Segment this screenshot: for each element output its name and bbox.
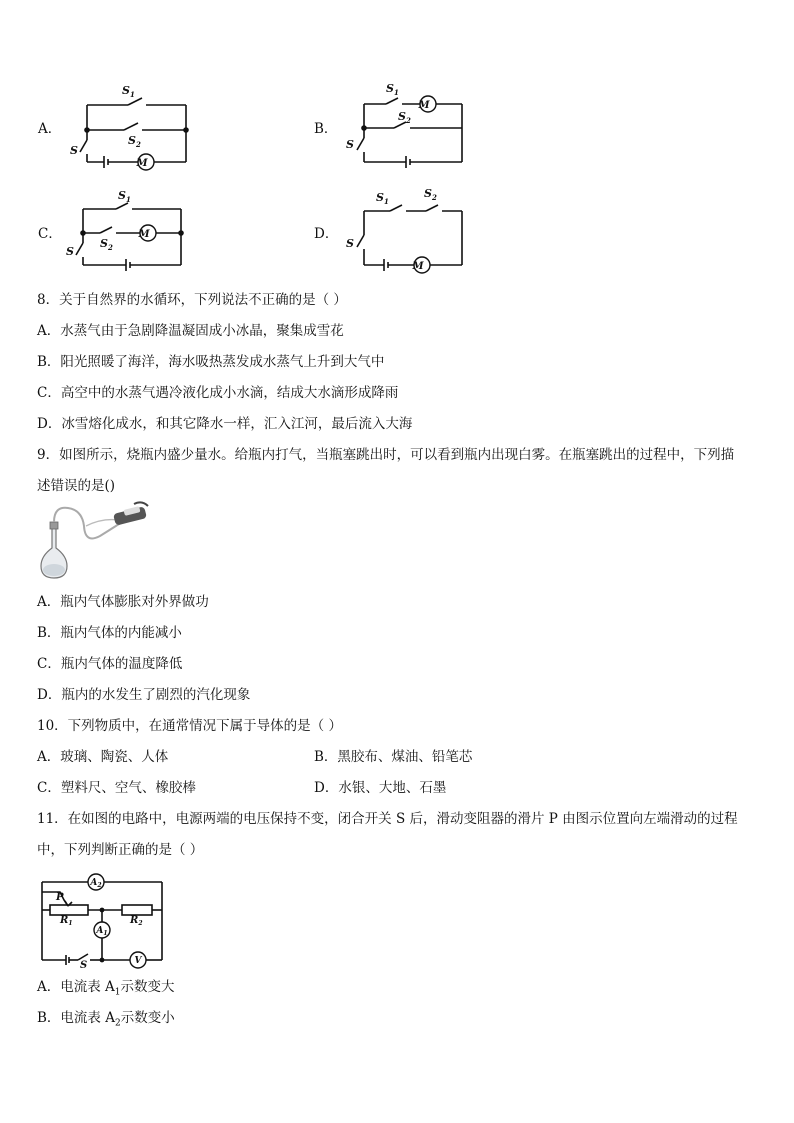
q8-stem: 8．关于自然界的水循环，下列说法不正确的是（ ） bbox=[37, 292, 347, 308]
q9-stem-line1: 9．如图所示，烧瓶内盛少量水。给瓶内打气，当瓶塞跳出时，可以看到瓶内出现白雾。在瓶塞跳出的过程中，下列描 bbox=[37, 447, 735, 463]
q8-option-a[interactable]: A．水蒸气由于急剧降温凝固成小冰晶，聚集成雪花 bbox=[37, 323, 344, 339]
svg-text:S2: $S_2$ bbox=[100, 237, 113, 252]
q11-option-b-suffix: 示数变小 bbox=[120, 1010, 175, 1026]
svg-text:A2: $A_2$ bbox=[90, 878, 102, 889]
svg-text:S1: $S_1$ bbox=[118, 189, 131, 204]
svg-text:S: S bbox=[346, 138, 354, 151]
q11-stem-line1: 11．在如图的电路中，电源两端的电压保持不变，闭合开关 S 后，滑动变阻器的滑片 P 由图示位置向左端滑动的过程 bbox=[37, 811, 738, 827]
q9-stem-line2: 述错误的是() bbox=[37, 478, 116, 494]
q9-option-d[interactable]: D．瓶内的水发生了剧烈的汽化现象 bbox=[37, 687, 251, 703]
circuit-diagram-d bbox=[340, 185, 480, 280]
q11-option-a-prefix: A．电流表 A bbox=[37, 979, 115, 995]
svg-text:S: S bbox=[66, 245, 74, 258]
q7-option-c-label[interactable]: C． bbox=[38, 226, 62, 242]
svg-text:P: P bbox=[56, 892, 64, 903]
q11-option-b-subscript: 2 bbox=[114, 1018, 121, 1029]
svg-text:M: M bbox=[138, 229, 150, 240]
circuit-diagram-q11 bbox=[38, 870, 168, 971]
circuit-diagram-b bbox=[340, 78, 480, 173]
q10-option-b[interactable]: B．黑胶布、煤油、铅笔芯 bbox=[314, 749, 473, 765]
svg-text:R1: $R_1$ bbox=[60, 915, 73, 927]
svg-text:R2: $R_2$ bbox=[130, 915, 143, 927]
q11-option-a-suffix: 示数变大 bbox=[120, 979, 175, 995]
circuit-diagram-a bbox=[60, 80, 200, 175]
svg-text:S: S bbox=[346, 237, 354, 250]
svg-text:S: S bbox=[80, 960, 88, 971]
svg-text:V: V bbox=[134, 956, 142, 966]
q11-option-a-subscript: 1 bbox=[114, 987, 121, 998]
q11-option-b[interactable] bbox=[37, 1009, 175, 1033]
q10-option-a[interactable]: A．玻璃、陶瓷、人体 bbox=[37, 749, 169, 765]
circuit-diagram-c bbox=[60, 185, 200, 280]
q9-option-c[interactable]: C．瓶内气体的温度降低 bbox=[37, 656, 183, 672]
q11-option-a[interactable] bbox=[37, 978, 175, 1002]
q7-option-a-label[interactable]: A． bbox=[38, 121, 62, 137]
q7-option-d-label[interactable]: D． bbox=[314, 226, 339, 242]
svg-text:S1: $S_1$ bbox=[386, 82, 399, 97]
q9-option-a[interactable]: A．瓶内气体膨胀对外界做功 bbox=[37, 594, 209, 610]
svg-text:S2: $S_2$ bbox=[128, 134, 141, 149]
flask-pump-illustration bbox=[38, 500, 150, 582]
svg-text:M: M bbox=[136, 158, 148, 169]
q7-option-b-label[interactable]: B． bbox=[314, 121, 338, 137]
q8-option-c[interactable]: C．高空中的水蒸气遇冷液化成小水滴，结成大水滴形成降雨 bbox=[37, 385, 399, 401]
svg-text:S2: $S_2$ bbox=[424, 187, 437, 202]
svg-text:S: S bbox=[70, 144, 78, 157]
q11-stem-line2: 中，下列判断正确的是（ ） bbox=[37, 842, 204, 858]
svg-text:M: M bbox=[418, 100, 430, 111]
q9-option-b[interactable]: B．瓶内气体的内能减小 bbox=[37, 625, 182, 641]
q10-option-d[interactable]: D．水银、大地、石墨 bbox=[314, 780, 447, 796]
svg-text:A1: $A_1$ bbox=[96, 926, 108, 937]
q8-option-b[interactable]: B．阳光照暖了海洋，海水吸热蒸发成水蒸气上升到大气中 bbox=[37, 354, 385, 370]
svg-text:S1: $S_1$ bbox=[122, 84, 135, 99]
q11-option-b-prefix: B．电流表 A bbox=[37, 1010, 115, 1026]
svg-text:S2: $S_2$ bbox=[398, 110, 411, 125]
q10-stem: 10．下列物质中，在通常情况下属于导体的是（ ） bbox=[37, 718, 342, 734]
svg-text:S1: $S_1$ bbox=[376, 191, 389, 206]
q10-option-c[interactable]: C．塑料尺、空气、橡胶棒 bbox=[37, 780, 196, 796]
q8-option-d[interactable]: D．冰雪熔化成水，和其它降水一样，汇入江河，最后流入大海 bbox=[37, 416, 413, 432]
svg-text:M: M bbox=[412, 261, 424, 272]
